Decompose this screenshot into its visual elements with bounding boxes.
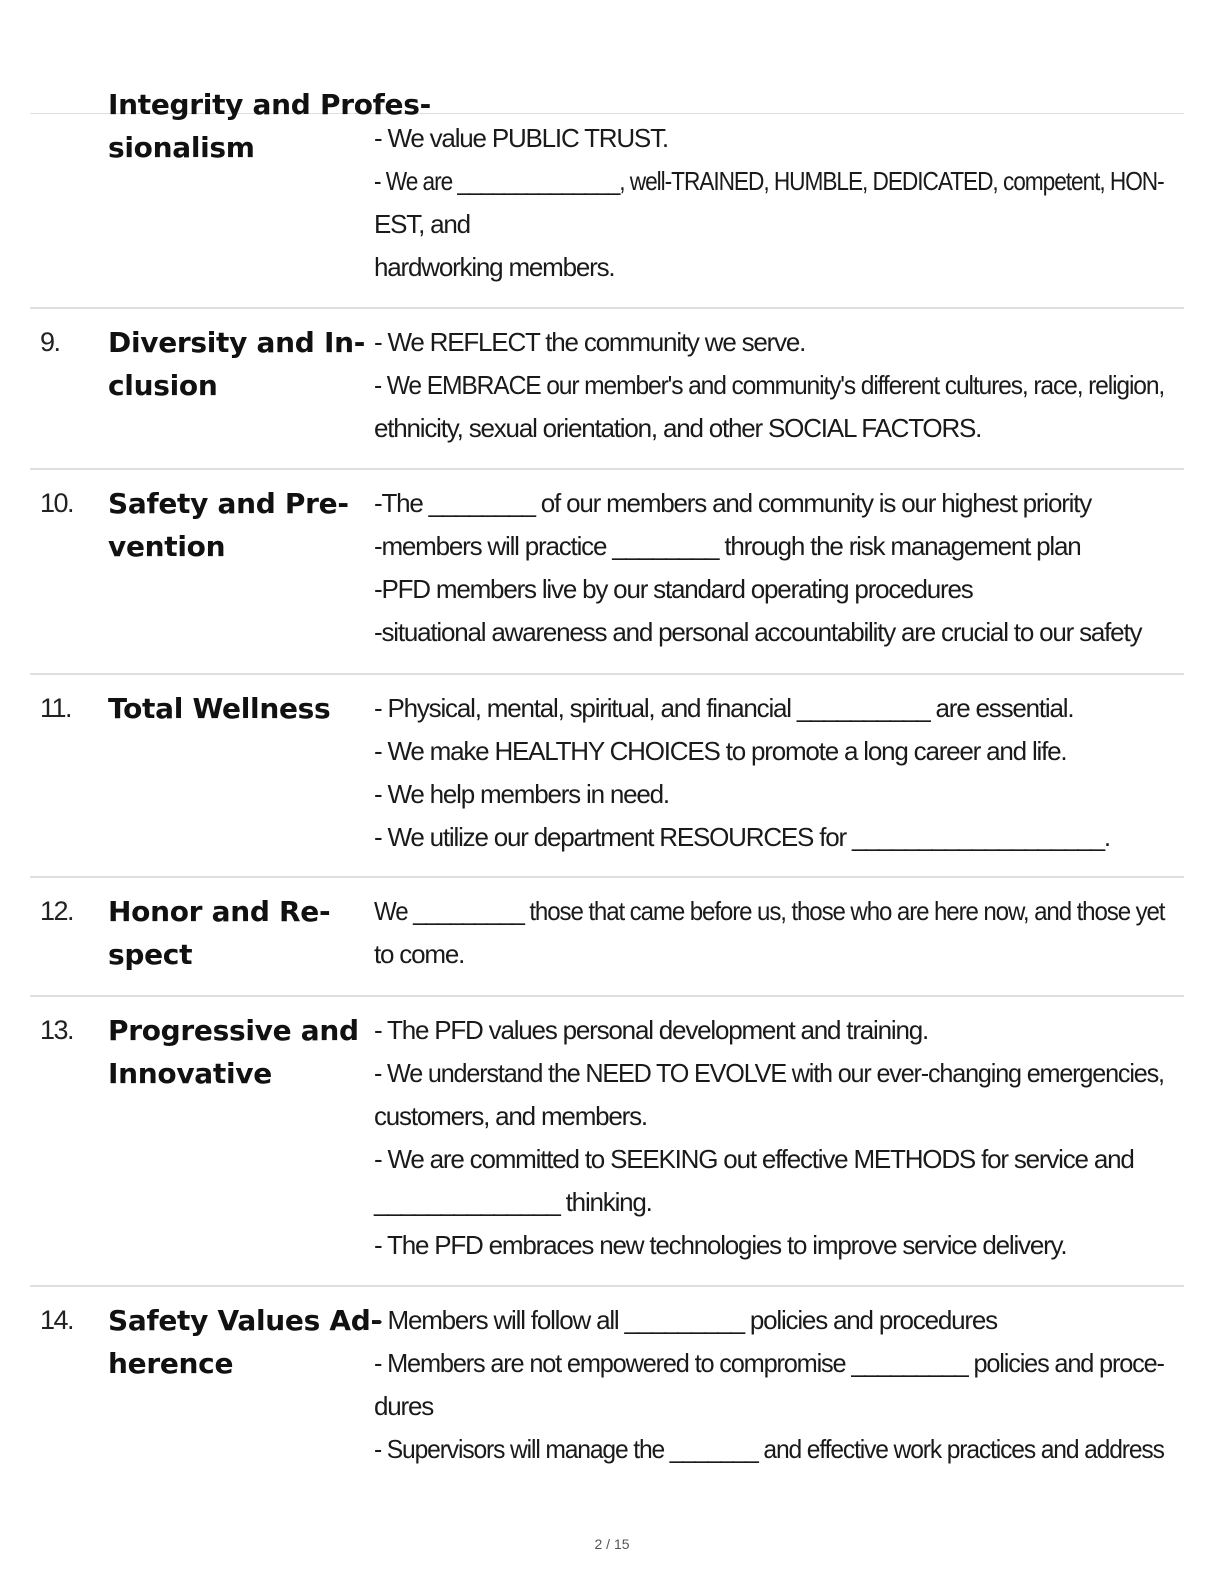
- description-line: - We help members in need.: [374, 779, 669, 809]
- description-line: - We EMBRACE our member's and community's different cultures, race, religion,: [374, 370, 1165, 400]
- value-description: [374, 1299, 1186, 1471]
- description-line: -The ________ of our members and community is our highest priority: [374, 488, 1092, 518]
- description-line: dures: [374, 1391, 434, 1421]
- description-line: - Members are not empowered to compromise _________ policies and proce-: [374, 1348, 1164, 1378]
- value-number: 13.: [40, 1015, 74, 1045]
- value-description: [374, 117, 1186, 289]
- value-title: Honor and Re- spect: [108, 895, 331, 971]
- description-line: - We value PUBLIC TRUST.: [374, 123, 668, 153]
- value-description: [374, 1009, 1186, 1267]
- description-line: - We utilize our department RESOURCES for ___________________.: [374, 822, 1110, 852]
- description-line: - Physical, mental, spiritual, and financial __________ are essential.: [374, 693, 1074, 723]
- description-line: hardworking members.: [374, 252, 615, 282]
- value-description: [374, 890, 1186, 976]
- row-divider: [30, 1285, 1184, 1287]
- description-line: EST, and: [374, 209, 470, 239]
- page-number: 2 / 15: [594, 1536, 630, 1552]
- value-number: 12.: [40, 896, 74, 926]
- value-title: Safety Values Ad- herence: [108, 1304, 382, 1380]
- description-line: We _________ those that came before us, those who are here now, and those yet: [374, 896, 1165, 926]
- row-divider: [30, 673, 1184, 675]
- description-line: - The PFD embraces new technologies to improve service delivery.: [374, 1230, 1067, 1260]
- row-divider: [30, 307, 1184, 309]
- value-title: Total Wellness: [108, 692, 331, 725]
- value-title: Safety and Pre- vention: [108, 487, 349, 563]
- value-title: Diversity and In- clusion: [108, 326, 366, 402]
- description-line: - Supervisors will manage the _______ and effective work practices and address: [374, 1434, 1164, 1464]
- description-line: ethnicity, sexual orientation, and other SOCIAL FACTORS.: [374, 413, 982, 443]
- value-description: [374, 687, 1186, 859]
- value-title: Progressive and Innovative: [108, 1014, 359, 1090]
- value-number: 9.: [40, 327, 60, 357]
- description-line: - We understand the NEED TO EVOLVE with our ever-changing emergencies,: [374, 1058, 1164, 1088]
- row-divider: [30, 876, 1184, 878]
- description-line: to come.: [374, 939, 465, 969]
- row-divider: [30, 468, 1184, 470]
- description-line: -situational awareness and personal accountability are crucial to our safety: [374, 617, 1142, 647]
- description-line: customers, and members.: [374, 1101, 647, 1131]
- value-number: 10.: [40, 488, 74, 518]
- description-line: - We are committed to SEEKING out effective METHODS for service and: [374, 1144, 1134, 1174]
- description-line: - We make HEALTHY CHOICES to promote a long career and life.: [374, 736, 1067, 766]
- description-line: - We are ______________, well-TRAINED, HUMBLE, DEDICATED, competent, HON-: [374, 166, 1164, 196]
- description-line: - We REFLECT the community we serve.: [374, 327, 806, 357]
- value-description: [374, 321, 1186, 450]
- description-line: ______________ thinking.: [374, 1187, 652, 1217]
- value-number: 14.: [40, 1305, 74, 1335]
- description-line: - The PFD values personal development and training.: [374, 1015, 929, 1045]
- value-description: [374, 482, 1186, 654]
- value-number: 11.: [40, 693, 72, 723]
- description-line: -PFD members live by our standard operating procedures: [374, 574, 973, 604]
- value-title: Integrity and Profes- sionalism: [108, 88, 431, 164]
- description-line: -members will practice ________ through the risk management plan: [374, 531, 1081, 561]
- description-line: - Members will follow all _________ policies and procedures: [374, 1305, 997, 1335]
- row-divider: [30, 995, 1184, 997]
